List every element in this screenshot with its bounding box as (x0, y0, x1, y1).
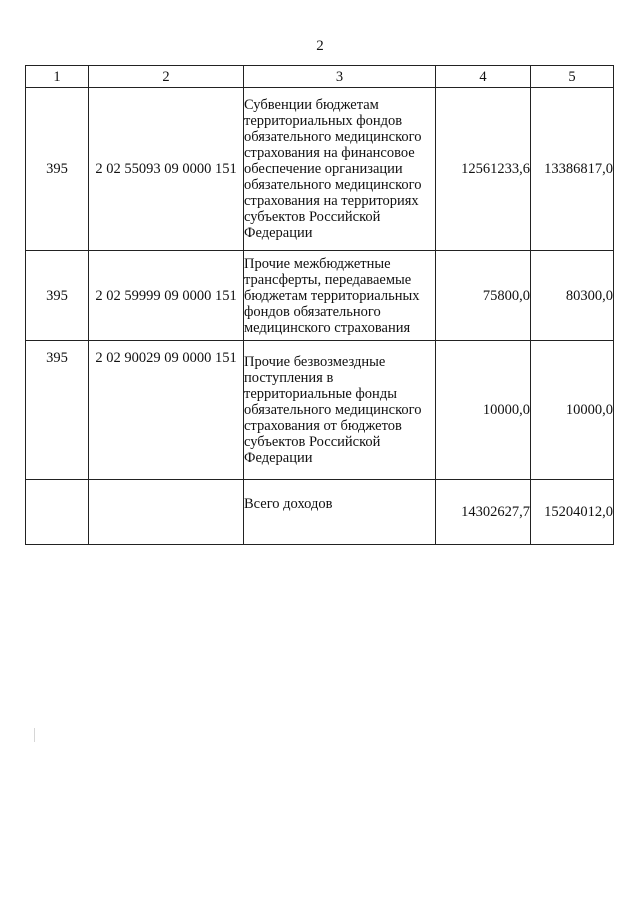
empty-cell (26, 480, 89, 545)
amount-year2-cell: 13386817,0 (531, 88, 614, 251)
amount-year2-cell: 80300,0 (531, 251, 614, 341)
admin-code-cell: 395 (26, 88, 89, 251)
amount-year1-cell: 12561233,6 (436, 88, 531, 251)
amount-year1-cell: 10000,0 (436, 341, 531, 480)
header-col-2: 2 (89, 66, 244, 88)
table-row (26, 341, 614, 480)
table-header-row (26, 66, 614, 88)
admin-code-cell: 395 (26, 341, 89, 480)
header-col-1: 1 (26, 66, 89, 88)
budget-code-cell: 2 02 90029 09 0000 151 (89, 341, 244, 480)
empty-cell (89, 480, 244, 545)
header-col-5: 5 (531, 66, 614, 88)
budget-code-cell: 2 02 59999 09 0000 151 (89, 251, 244, 341)
admin-code-cell: 395 (26, 251, 89, 341)
table-row (26, 88, 614, 251)
header-col-3: 3 (244, 66, 436, 88)
header-col-4: 4 (436, 66, 531, 88)
table-row (26, 251, 614, 341)
income-table (25, 65, 614, 545)
scan-mark (34, 728, 35, 742)
amount-year2-cell: 10000,0 (531, 341, 614, 480)
total-year1-cell: 14302627,7 (436, 480, 531, 545)
income-name-cell: Прочие межбюджетные трансферты, передаваемые бюджетам территориальных фондов обязательного медицинского страхования (244, 251, 436, 341)
page-number: 2 (316, 38, 324, 54)
amount-year1-cell: 75800,0 (436, 251, 531, 341)
income-name-cell: Субвенции бюджетам территориальных фондов обязательного медицинского страхования на финансовое обеспечение организации обязательного медицинского страхования на территориях субъектов Российской Федерации (244, 88, 436, 251)
total-label-cell: Всего доходов (244, 480, 436, 545)
income-name-cell: Прочие безвозмездные поступления в территориальные фонды обязательного медицинского страхования от бюджетов субъектов Российской Федерации (244, 341, 436, 480)
total-row (26, 480, 614, 545)
budget-code-cell: 2 02 55093 09 0000 151 (89, 88, 244, 251)
total-year2-cell: 15204012,0 (531, 480, 614, 545)
